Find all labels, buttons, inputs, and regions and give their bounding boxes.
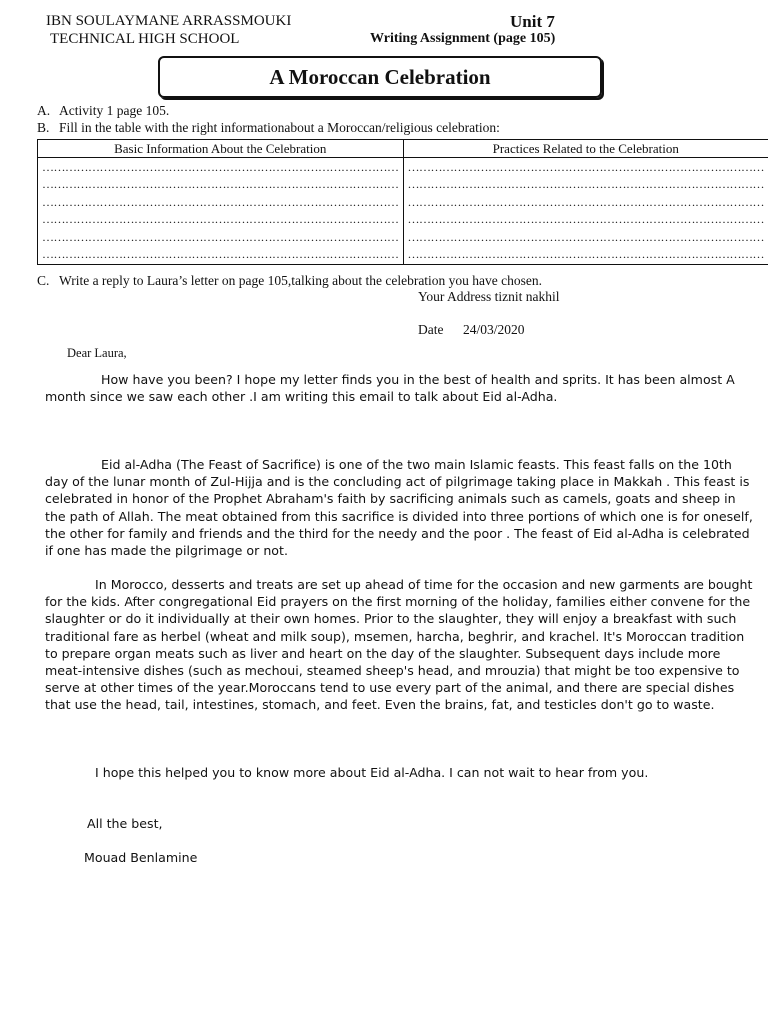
celebration-table: [37, 139, 768, 265]
instruction-a-letter: A.: [37, 103, 51, 118]
table-column-basic-info[interactable]: [38, 158, 404, 265]
letter-address: Your Address tiznit nakhil: [418, 289, 560, 304]
table-row: …………………………………………………………………………………: [42, 212, 399, 227]
table-row: …………………………………………………………………………………: [42, 246, 399, 261]
instruction-a: [37, 103, 169, 119]
letter-signature: Mouad Benlamine: [84, 850, 198, 865]
unit-label: Unit 7: [510, 12, 555, 31]
school-name-line1: IBN SOULAYMANE ARRASSMOUKI: [46, 13, 292, 29]
letter-greeting: Dear Laura,: [67, 346, 127, 360]
table-row: …………………………………………………………………………………: [407, 160, 764, 174]
letter-date-value: 24/03/2020: [463, 322, 525, 337]
table-row: …………………………………………………………………………………: [407, 177, 764, 192]
instruction-c-text: Write a reply to Laura’s letter on page 105,talking about the celebration you have chosen.: [59, 273, 543, 288]
table-header-practices: Practices Related to the Celebration: [403, 140, 768, 158]
table-row: …………………………………………………………………………………: [407, 212, 764, 227]
instruction-c: [37, 273, 542, 289]
instruction-b-letter: B.: [37, 120, 50, 135]
table-column-practices[interactable]: [403, 158, 768, 265]
letter-paragraph-intro: How have you been? I hope my letter finds you in the best of health and sprits. It has been almost A month since we saw each other .I am writing this email to talk about Eid al-Adha.: [45, 372, 735, 405]
table-row: …………………………………………………………………………………: [42, 177, 399, 192]
instruction-b-text: Fill in the table with the right informationabout a Moroccan/religious celebration:: [59, 120, 500, 135]
table-row: …………………………………………………………………………………: [42, 194, 399, 209]
assignment-label: Writing Assignment (page 105): [370, 31, 556, 46]
letter-paragraph-eid-definition: Eid al-Adha (The Feast of Sacrifice) is one of the two main Islamic feasts. This feast falls on the 10th day of the lunar month of Zul-Hijja and is the concluding act of pilgrimage taking place in Makkah . This feast is celebrated in honor of the Prophet Abraham's faith by sacrificing animals such as camels, goats and sheep in the path of Allah. The meat obtained from this sacrifice is divided into three portions of which one is for oneself, the other for family and friends and the third for the needy and the poor . The feast of Eid al-Adha is celebrated if one has made the pilgrimage or not.: [45, 457, 753, 559]
letter-paragraph-morocco-traditions: In Morocco, desserts and treats are set up ahead of time for the occasion and new garments are bought for the kids. After congregational Eid prayers on the first morning of the holiday, families either convene for the slaughter or do it individually at their own homes. Prior to the slaughter, they will enjoy a breakfast with such traditional fare as herbel (wheat and milk soup), msemen, harcha, beghrir, and krachel. It's Moroccan tradition to prepare organ meats such as liver and heart on the day of the slaughter. Subsequent days include more meat-intensive dishes (such as mechoui, steamed sheep's head, and mrouzia) that might be too expensive to serve at other times of the year.Moroccans tend to use every part of the animal, and there are special dishes that use the head, tail, intestines, stomach, and feet. Even the brains, fat, and testicles don't go to waste.: [45, 577, 753, 713]
instruction-a-text: Activity 1 page 105.: [59, 103, 170, 118]
letter-date-label: Date: [418, 322, 444, 337]
school-name: [46, 12, 291, 48]
table-row: …………………………………………………………………………………: [407, 194, 764, 209]
page-title-text: A Moroccan Celebration: [269, 64, 491, 89]
letter-paragraph-conclusion: I hope this helped you to know more about Eid al-Adha. I can not wait to hear from you.: [95, 765, 649, 780]
letter-closing: All the best,: [87, 816, 163, 831]
table-row: …………………………………………………………………………………: [407, 229, 764, 244]
instruction-c-letter: C.: [37, 273, 50, 288]
table-row: …………………………………………………………………………………: [407, 246, 764, 261]
page-title: [158, 56, 602, 98]
table-row: …………………………………………………………………………………: [42, 160, 399, 174]
table-header-basic-info: Basic Information About the Celebration: [38, 140, 404, 158]
instruction-b: [37, 120, 500, 136]
school-name-line2: TECHNICAL HIGH SCHOOL: [50, 31, 240, 47]
table-row: …………………………………………………………………………………: [42, 229, 399, 244]
